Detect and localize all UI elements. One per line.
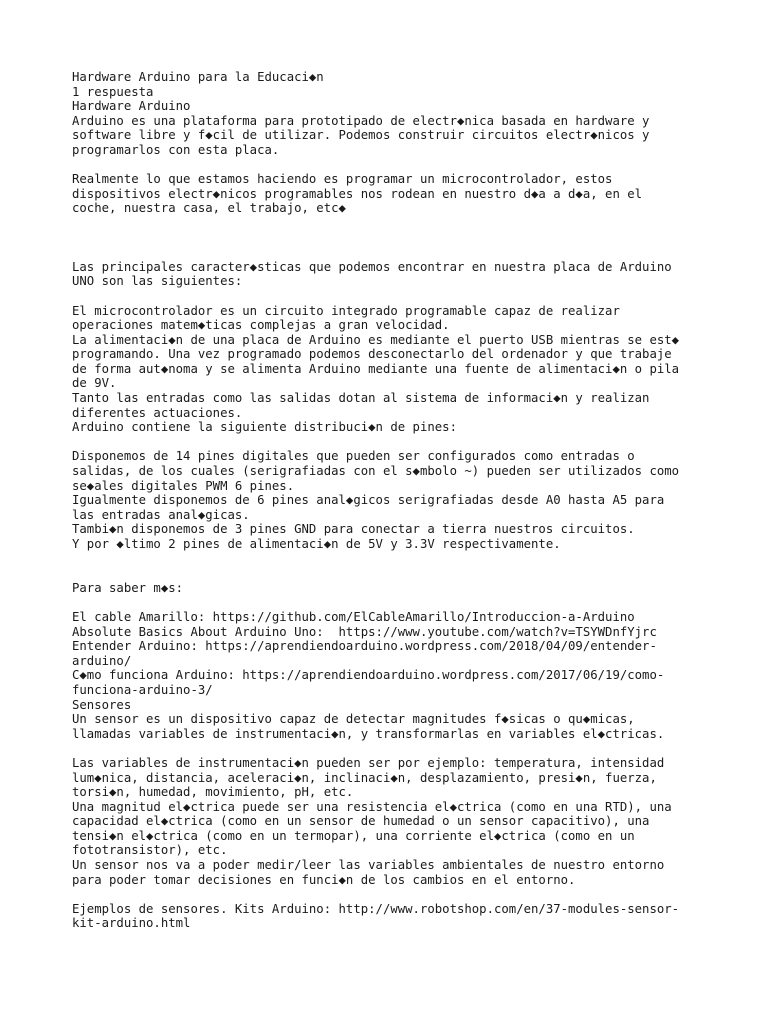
blank-line — [72, 595, 708, 610]
text-line: Un sensor nos va a poder medir/leer las variables ambientales de nuestro entorno — [72, 858, 665, 873]
text-line: dispositivos electr◆nicos programables nos rodean en nuestro d◆a a d◆a, en el — [72, 186, 643, 201]
text-line: 1 respuesta — [72, 84, 154, 99]
text-line: Disponemos de 14 pines digitales que pueden ser configurados como entradas o — [72, 449, 635, 464]
text-line: La alimentaci◆n de una placa de Arduino es mediante el puerto USB mientras se est◆ — [72, 332, 680, 347]
text-line: Arduino es una plataforma para prototipado de electr◆nica basada en hardware y — [72, 113, 650, 128]
text-line: tensi◆n el◆ctrica (como en un termopar), una corriente el◆ctrica (como en un — [72, 828, 635, 843]
text-line: arduino/ — [72, 653, 132, 668]
text-line: Las principales caracter◆sticas que podemos encontrar en nuestra placa de Arduino — [72, 259, 672, 274]
text-line: diferentes actuaciones. — [72, 405, 243, 420]
blank-line — [72, 566, 708, 581]
text-line: El cable Amarillo: https://github.com/ElCableAmarillo/Introduccion-a-Arduino — [72, 609, 635, 624]
blank-line — [72, 435, 708, 450]
text-line: torsi◆n, humedad, movimiento, pH, etc. — [72, 785, 354, 800]
text-line: capacidad el◆ctrica (como en un sensor de humedad o un sensor capacitivo), una — [72, 814, 650, 829]
text-line: salidas, de los cuales (serigrafiadas con el s◆mbolo ~) pueden ser utilizados como — [72, 464, 680, 479]
text-line: Tanto las entradas como las salidas dotan al sistema de informaci◆n y realizan — [72, 391, 650, 406]
text-line: programarlos con esta placa. — [72, 142, 280, 157]
blank-line — [72, 216, 708, 231]
text-line: funciona-arduino-3/ — [72, 682, 213, 697]
text-line: programando. Una vez programado podemos desconectarlo del ordenador y que trabaje — [72, 347, 672, 362]
text-line: Tambi◆n disponemos de 3 pines GND para conectar a tierra nuestros circuitos. — [72, 522, 635, 537]
text-line: lum◆nica, distancia, aceleraci◆n, inclinaci◆n, desplazamiento, presi◆n, fuerza, — [72, 770, 657, 785]
text-line: fototransistor), etc. — [72, 843, 228, 858]
text-line: Para saber m◆s: — [72, 580, 184, 595]
text-line: de forma aut◆noma y se alimenta Arduino mediante una fuente de alimentaci◆n o pila — [72, 361, 680, 376]
text-line: Hardware Arduino — [72, 99, 191, 114]
blank-line — [72, 231, 708, 246]
text-line: coche, nuestra casa, el trabajo, etc◆ — [72, 201, 346, 216]
text-line: Hardware Arduino para la Educaci◆n — [72, 70, 324, 84]
text-line: C◆mo funciona Arduino: https://aprendiendoarduino.wordpress.com/2017/06/19/como- — [72, 668, 665, 683]
blank-line — [72, 741, 708, 756]
text-line: Entender Arduino: https://aprendiendoarduino.wordpress.com/2018/04/09/entender- — [72, 639, 657, 654]
blank-line — [72, 245, 708, 260]
text-line: Absolute Basics About Arduino Uno: https://www.youtube.com/watch?v=TSYWDnfYjrc — [72, 624, 657, 639]
text-line: kit-arduino.html — [72, 916, 191, 931]
text-line: software libre y f◆cil de utilizar. Podemos construir circuitos electr◆nicos y — [72, 128, 650, 143]
text-line: Igualmente disponemos de 6 pines anal◆gicos serigrafiadas desde A0 hasta A5 para — [72, 493, 665, 508]
text-line: Realmente lo que estamos haciendo es programar un microcontrolador, estos — [72, 172, 613, 187]
text-line: las entradas anal◆gicas. — [72, 507, 250, 522]
text-line: Y por ◆ltimo 2 pines de alimentaci◆n de 5V y 3.3V respectivamente. — [72, 537, 561, 551]
text-line: operaciones matem◆ticas complejas a gran velocidad. — [72, 318, 450, 333]
text-line: UNO son las siguientes: — [72, 274, 243, 289]
text-line: Sensores — [72, 697, 132, 712]
text-line: Ejemplos de sensores. Kits Arduino: http://www.robotshop.com/en/37-modules-sensor- — [72, 901, 680, 916]
text-line: Arduino contiene la siguiente distribuci◆n de pines: — [72, 420, 457, 435]
text-line: Una magnitud el◆ctrica puede ser una resistencia el◆ctrica (como en una RTD), una — [72, 799, 672, 814]
text-line: Las variables de instrumentaci◆n pueden ser por ejemplo: temperatura, intensidad — [72, 755, 665, 770]
text-line: de 9V. — [72, 376, 117, 391]
text-line: para poder tomar decisiones en funci◆n de los cambios en el entorno. — [72, 872, 576, 887]
text-line: El microcontrolador es un circuito integrado programable capaz de realizar — [72, 303, 620, 318]
text-line: llamadas variables de instrumentaci◆n, y transformarlas en variables el◆ctricas. — [72, 726, 665, 741]
text-line: Un sensor es un dispositivo capaz de detectar magnitudes f◆sicas o qu◆micas, — [72, 712, 635, 727]
blank-line — [72, 158, 708, 173]
blank-line — [72, 552, 708, 567]
text-line: se◆ales digitales PWM 6 pines. — [72, 478, 295, 493]
blank-line — [72, 289, 708, 304]
blank-line — [72, 887, 708, 902]
